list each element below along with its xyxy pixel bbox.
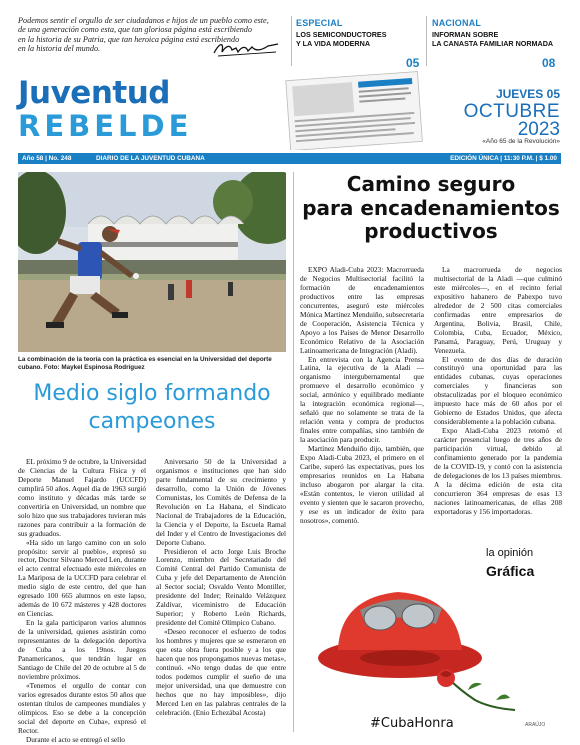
teaser-headline: [432, 31, 562, 48]
teaser-section: ESPECIAL: [296, 18, 343, 28]
teaser-headline-line: LOS SEMICONDUCTORES: [296, 30, 387, 39]
main-story-headline[interactable]: [300, 173, 562, 244]
left-story-column-2: [156, 458, 286, 718]
teaser-headline-line: Y LA VIDA MODERNA: [296, 38, 371, 48]
issue-number: Año 58 | No. 248: [22, 154, 72, 162]
paragraph: «Tenemos el orgullo de contar con varios egresados durante estos 50 años que ostentan títulos de campeones mundiales y olímpicos. Eso se debe a la concepción social del deporte en Cuba», expresó el Rector.: [18, 680, 146, 735]
photo-caption: La combinación de la teoría con la práctica es esencial en la Universidad del deporte cubano. Foto: Maykel Espinosa Rodríguez: [18, 356, 272, 371]
paragraph: Presidieron el acto Jorge Luis Broche Lorenzo, miembro del Secretariado del Comité Central del Partido Comunista de Cuba y jefe del Departamento de Atención al Sector social; Osvaldo Vento Montiller, presidente del Inder; Reinaldo Velázquez Zaldívar, viceministro de Educación Superior; y Roberto León Richards, presidente del Comité Olímpico Cubano.: [156, 546, 286, 628]
paragraph: «Ha sido un largo camino con un solo propósito: servir al pueblo», expresó su rector, Doctor Silvano Merced Len, durante el acto central efectuado este miércoles en La Mariposa de la UCCFD para celebrar el medio siglo de este centro, del que han egresado 100 665 alumnos en este lapso, además de 10 672 másteres y 428 doctores en Ciencias.: [18, 537, 146, 619]
cartoonist-credit: ARAÚJO: [525, 722, 546, 728]
divider: [293, 172, 294, 732]
paragraph: «Deseo reconocer el esfuerzo de todos los hombres y mujeres que se esmeraron en que esta obra fuera posible y a los que hacen que nos propongamos nuevas metas», continuó. «No tengo dudas de que entre todos podemos cumplir el sueño de una mejor universidad, una que demuestre con hechos que no hay imposibles», dijo Merced Len en las palabras centrales de la celebración. (Enio Echezábal Acosta): [156, 627, 286, 717]
cartoon-hashtag: #CubaHonra: [370, 716, 454, 731]
quote-line: de una generación como esta, que tan gloriosa página está escribiendo: [18, 25, 252, 35]
paragraph: Aniversario 50 de la Universidad a organismos e instituciones que han sido parte fundamental de su crecimiento y desarrollo, como la Unión de Jóvenes Comunistas, los Comités de Defensa de la Revolución en La Habana, el Sindicato Nacional de Trabajadores de la Educación, la Ciencia y el Deporte, la Escuela Ramal del Inder y el Centro de Investigaciones del Deporte Cubano.: [156, 457, 286, 547]
opinion-label-line2: Gráfica: [486, 563, 535, 579]
headline-line: Camino seguro: [346, 172, 516, 196]
teaser-headline-line: INFORMAN SOBRE: [432, 30, 499, 39]
headline-line: productivos: [364, 219, 498, 243]
main-story-column-2: [434, 266, 562, 517]
teaser-page-number: 05: [406, 56, 420, 70]
masthead-juventud: Juventud: [18, 75, 170, 111]
paragraph: La macrorrueda de negocios multisectorial de la Aladi —que culminó este miércoles—, en el recinto ferial expositivo habanero de Pabexpo tuvo alrededor de 2 500 citas comerciales confirmadas entre empresarios de Argentina, Bolivia, Brasil, Chile, Colombia, Cuba, Ecuador, México, Panamá, Paraguay, Perú, Uruguay y Venezuela.: [434, 265, 562, 355]
paragraph: En la gala participaron varios alumnos de la universidad, quienes asistirán como representantes de la delegación deportiva de Cuba a los 19nos. Juegos Panamericanos, que tendrán lugar en Santiago de Chile del 20 de octubre al 5 de noviembre próximos.: [18, 618, 146, 681]
date-year: 2023: [517, 119, 560, 140]
tagline: DIARIO DE LA JUVENTUD CUBANA: [96, 154, 205, 162]
headline-line: para encadenamientos: [302, 195, 560, 220]
ballplayer-photo: [18, 172, 286, 352]
paragraph: Martínez Menduiño dijo, también, que Expo Aladi-Cuba 2023, el primero en el Caribe, superó las expectativas, pues los empresarios reunidos en La Habana incluso abogaron por alargar la cita. «Están contentos, le vieron utilidad al evento y sienten que le sacaron provecho, y ese es un indicador de éxito para nosotros», comentó.: [300, 444, 424, 525]
info-bar: [18, 153, 561, 164]
teaser-especial[interactable]: [296, 18, 426, 70]
paragraph: Expo Aladi-Cuba 2023 retomó el carácter presencial luego de tres años de participación virtual, debido al confinamiento generado por la pandemia de la COVID-19, y contó con la asistencia de delegaciones de los 13 países miembros. A la décima edición de esta cita concurrieron 364 empresas de esas 13 naciones latinoamericanas, de ellas 208 exportadoras y 156 importadoras.: [434, 426, 562, 516]
paragraph: El evento de dos días de duración constituyó una oportunidad para las entidades cubanas, cuyas operaciones comerciales y financieras son obstaculizadas por el bloqueo económico impuesto hace más de 60 años por el Gobierno de Estados Unidos, que afecta considerablemente a la población cubana.: [434, 354, 562, 427]
masthead-rebelde: REBELDE: [18, 109, 193, 143]
main-story-column-1: [300, 266, 424, 526]
teaser-headline-line: LA CANASTA FAMILIAR NORMADA: [432, 38, 554, 48]
paragraph: Durante el acto se entregó el sello: [26, 734, 125, 744]
headline-line: campeones: [88, 409, 216, 434]
edition-price: EDICIÓN ÚNICA | 11:30 P.M. | $ 1.00: [450, 154, 557, 162]
date-note: «Año 65 de la Revolución»: [482, 138, 560, 145]
newspaper-thumbnail-image: [280, 70, 430, 150]
date-month: OCTUBRE: [463, 101, 560, 122]
date-weekday: JUEVES 05: [495, 87, 560, 101]
teaser-section: NACIONAL: [432, 18, 482, 28]
left-story-column-1: [18, 458, 146, 745]
opinion-label-line1: la opinión: [486, 547, 534, 559]
paragraph: EXPO Aladi-Cuba 2023: Macrorrueda de Negocios Multisectorial facilitó la formación de encadenamientos productivos entre las empresas concurrentes, aseguró este miércoles Mónica Martínez Menduiño, subsecretaria de Cooperación, Asistencia Técnica y Apoyo a los Países de Menor Desarrollo Económico Relativo de la Asociación Latinoamericana de Integración (Aladi).: [300, 265, 425, 355]
paragraph: En entrevista con la Agencia Prensa Latina, la ejecutiva de la Aladi —organismo intergubernamental que promueve el desarrollo económico y social, armónico y equilibrado mediante la integración económica regional—, señaló que no solamente se trata de la relación venta y compra de productos finales entre compañías, sino también de la asociación para producir.: [300, 354, 424, 445]
left-story-headline[interactable]: [18, 380, 286, 436]
quote-line: Podemos sentir el orgullo de ser ciudadanos e hijos de un pueblo como este,: [18, 16, 269, 25]
headline-line: Medio siglo formando: [33, 381, 271, 406]
quote-line: en la historia del mundo.: [18, 44, 101, 54]
divider: [291, 16, 292, 66]
signature-image: [212, 38, 282, 60]
teaser-nacional[interactable]: [432, 18, 562, 70]
divider: [426, 16, 427, 66]
paragraph: EL próximo 9 de octubre, la Universidad de Ciencias de la Cultura Física y el Deporte Manuel Fajardo (UCCFD) cumplirá 50 años. Aquel día de 1963 surgió como instituto y décadas más tarde se convertiría en Universidad, un nombre que solo hizo que sus trabajadores tuvieran más razones para contribuir a la formación de sus graduados.: [18, 457, 146, 538]
quote-line: en la historia de su Patria, que tan heroica página está escribiendo: [18, 34, 240, 44]
teaser-page-number: 08: [542, 56, 556, 70]
teaser-headline: [296, 31, 426, 48]
